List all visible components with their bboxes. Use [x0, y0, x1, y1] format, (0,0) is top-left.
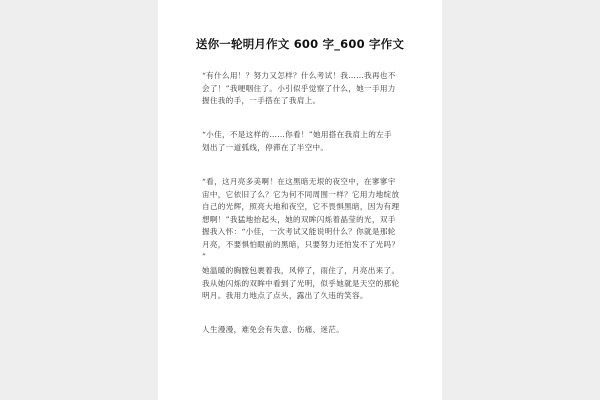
text-line: 我从她闪烁的双眸中看到了光明，似乎她就是天空的那轮	[202, 278, 400, 288]
text-line: 月亮，不要惧怕眼前的黑暗，只要努力还怕发不了光吗？	[202, 239, 400, 249]
text-line: 握住我的手，一手搭在了我肩上。	[202, 96, 321, 105]
paragraph-4	[202, 265, 398, 303]
text-line: 她温暖的胸膛包裹着我，风停了，雨住了，月亮出来了。	[202, 266, 400, 275]
text-line: 明月。我用力地点了点头，露出了久违的笑容。	[202, 291, 368, 300]
text-line: 人生漫漫，难免会有失意、伤痛、迷茫。	[202, 325, 345, 334]
text-line: “小佳，不是这样的……你看！”她用搭在我肩上的左手	[202, 130, 392, 139]
document-page	[158, 0, 442, 400]
text-line: 想啊！”我猛地抬起头，她的双眸闪烁着晶莹的光，双手	[202, 214, 396, 224]
paragraph-2	[202, 129, 398, 154]
paragraph-3	[202, 176, 398, 264]
text-line: 握我入怀：“小佳，一次考试又能说明什么？你就是那轮	[202, 227, 396, 236]
text-line: 划出了一道弧线，停滞在了半空中。	[202, 142, 329, 152]
paragraph-5	[202, 324, 398, 337]
article-title: 送你一轮明月作文 600 字_600 字作文	[195, 37, 405, 51]
text-line: 宙中，它依旧了么？它为何不同周围一样？它用力地绽放	[202, 189, 400, 199]
text-line: “有什么用！？努力又怎样？什么考试！我……我再也不	[202, 71, 396, 80]
text-line: “看，这月亮多美啊！在这黑暗无垠的夜空中，在寥寥宇	[202, 177, 396, 186]
paragraph-1	[202, 70, 398, 108]
text-line: ”	[202, 252, 207, 261]
text-line: 自己的光辉，照亮大地和夜空，它不畏惧黑暗，因为有理	[202, 202, 400, 211]
text-line: 会了！”我哽咽住了。小引似乎觉察了什么，她一手用力	[202, 83, 396, 93]
